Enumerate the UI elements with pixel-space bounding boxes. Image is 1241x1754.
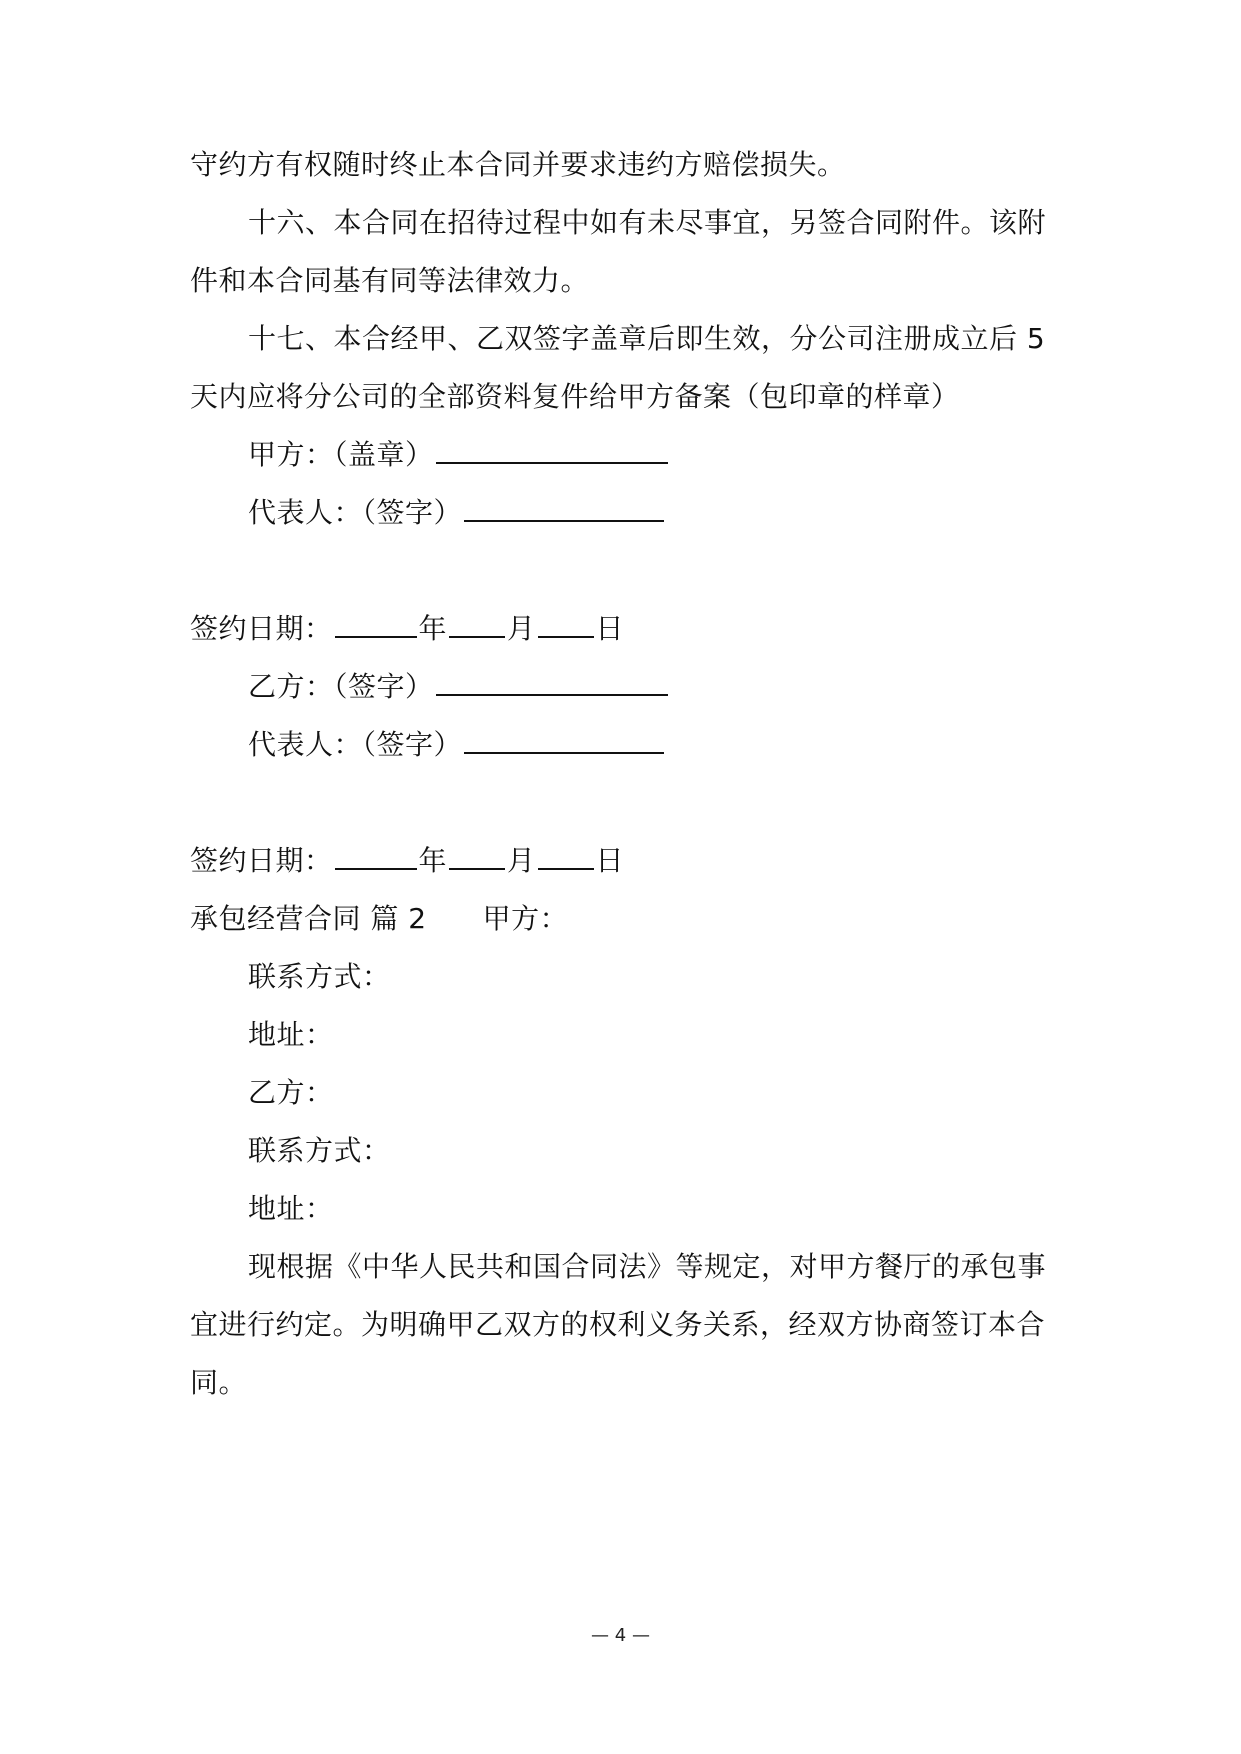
address-field-label: 地址： xyxy=(248,1192,334,1225)
text-line: 天内应将分公司的全部资料复件给甲方备案（包印章的样章） xyxy=(190,380,960,413)
text-line: 十七、本合经甲、乙双签字盖章后即生效，分公司注册成立后 5 xyxy=(248,322,1046,355)
signature-blank xyxy=(464,728,664,754)
section-title: 承包经营合同 篇 2 xyxy=(190,902,427,935)
party-a-seal-label: 甲方：（盖章） xyxy=(248,438,434,471)
year-label: 年 xyxy=(418,612,448,645)
text-line: 守约方有权随时终止本合同并要求违约方赔偿损失。 xyxy=(190,148,846,181)
sign-date-label: 签约日期： xyxy=(190,844,333,877)
signature-blank xyxy=(436,438,668,464)
party-b-sign-line xyxy=(248,667,670,707)
sign-date-label: 签约日期： xyxy=(190,612,333,645)
month-label: 月 xyxy=(507,844,536,877)
year-blank xyxy=(335,612,417,638)
sign-date-line xyxy=(190,609,624,649)
sign-date-line xyxy=(190,841,624,881)
party-a-seal-line xyxy=(248,435,670,475)
contact-field-label: 联系方式： xyxy=(248,1134,391,1167)
representative-sign-label: 代表人：（签字） xyxy=(248,728,463,761)
representative-sign-line xyxy=(248,725,666,765)
page-number: — 4 — xyxy=(591,1625,650,1646)
month-blank xyxy=(449,844,505,870)
section-title-line xyxy=(190,899,568,939)
party-b-label: 乙方： xyxy=(248,1076,334,1109)
text-line: 同。 xyxy=(190,1366,248,1399)
contact-field-label: 联系方式： xyxy=(248,960,391,993)
day-label: 日 xyxy=(595,844,625,877)
day-blank xyxy=(538,612,594,638)
text-line: 件和本合同基有同等法律效力。 xyxy=(190,264,590,297)
text-line: 现根据《中华人民共和国合同法》等规定，对甲方餐厅的承包事 xyxy=(248,1250,1047,1283)
representative-sign-label: 代表人：（签字） xyxy=(248,496,463,529)
year-blank xyxy=(335,844,417,870)
party-b-sign-label: 乙方：（签字） xyxy=(248,670,434,703)
day-blank xyxy=(538,844,594,870)
day-label: 日 xyxy=(595,612,625,645)
month-label: 月 xyxy=(507,612,536,645)
representative-sign-line xyxy=(248,493,666,533)
year-label: 年 xyxy=(418,844,448,877)
month-blank xyxy=(449,612,505,638)
text-line: 十六、本合同在招待过程中如有未尽事宜，另签合同附件。该附 xyxy=(248,206,1047,239)
text-line: 宜进行约定。为明确甲乙双方的权利义务关系，经双方协商签订本合 xyxy=(190,1308,1046,1341)
signature-blank xyxy=(464,496,664,522)
signature-blank xyxy=(436,670,668,696)
party-a-label: 甲方： xyxy=(482,902,569,935)
address-field-label: 地址： xyxy=(248,1018,334,1051)
